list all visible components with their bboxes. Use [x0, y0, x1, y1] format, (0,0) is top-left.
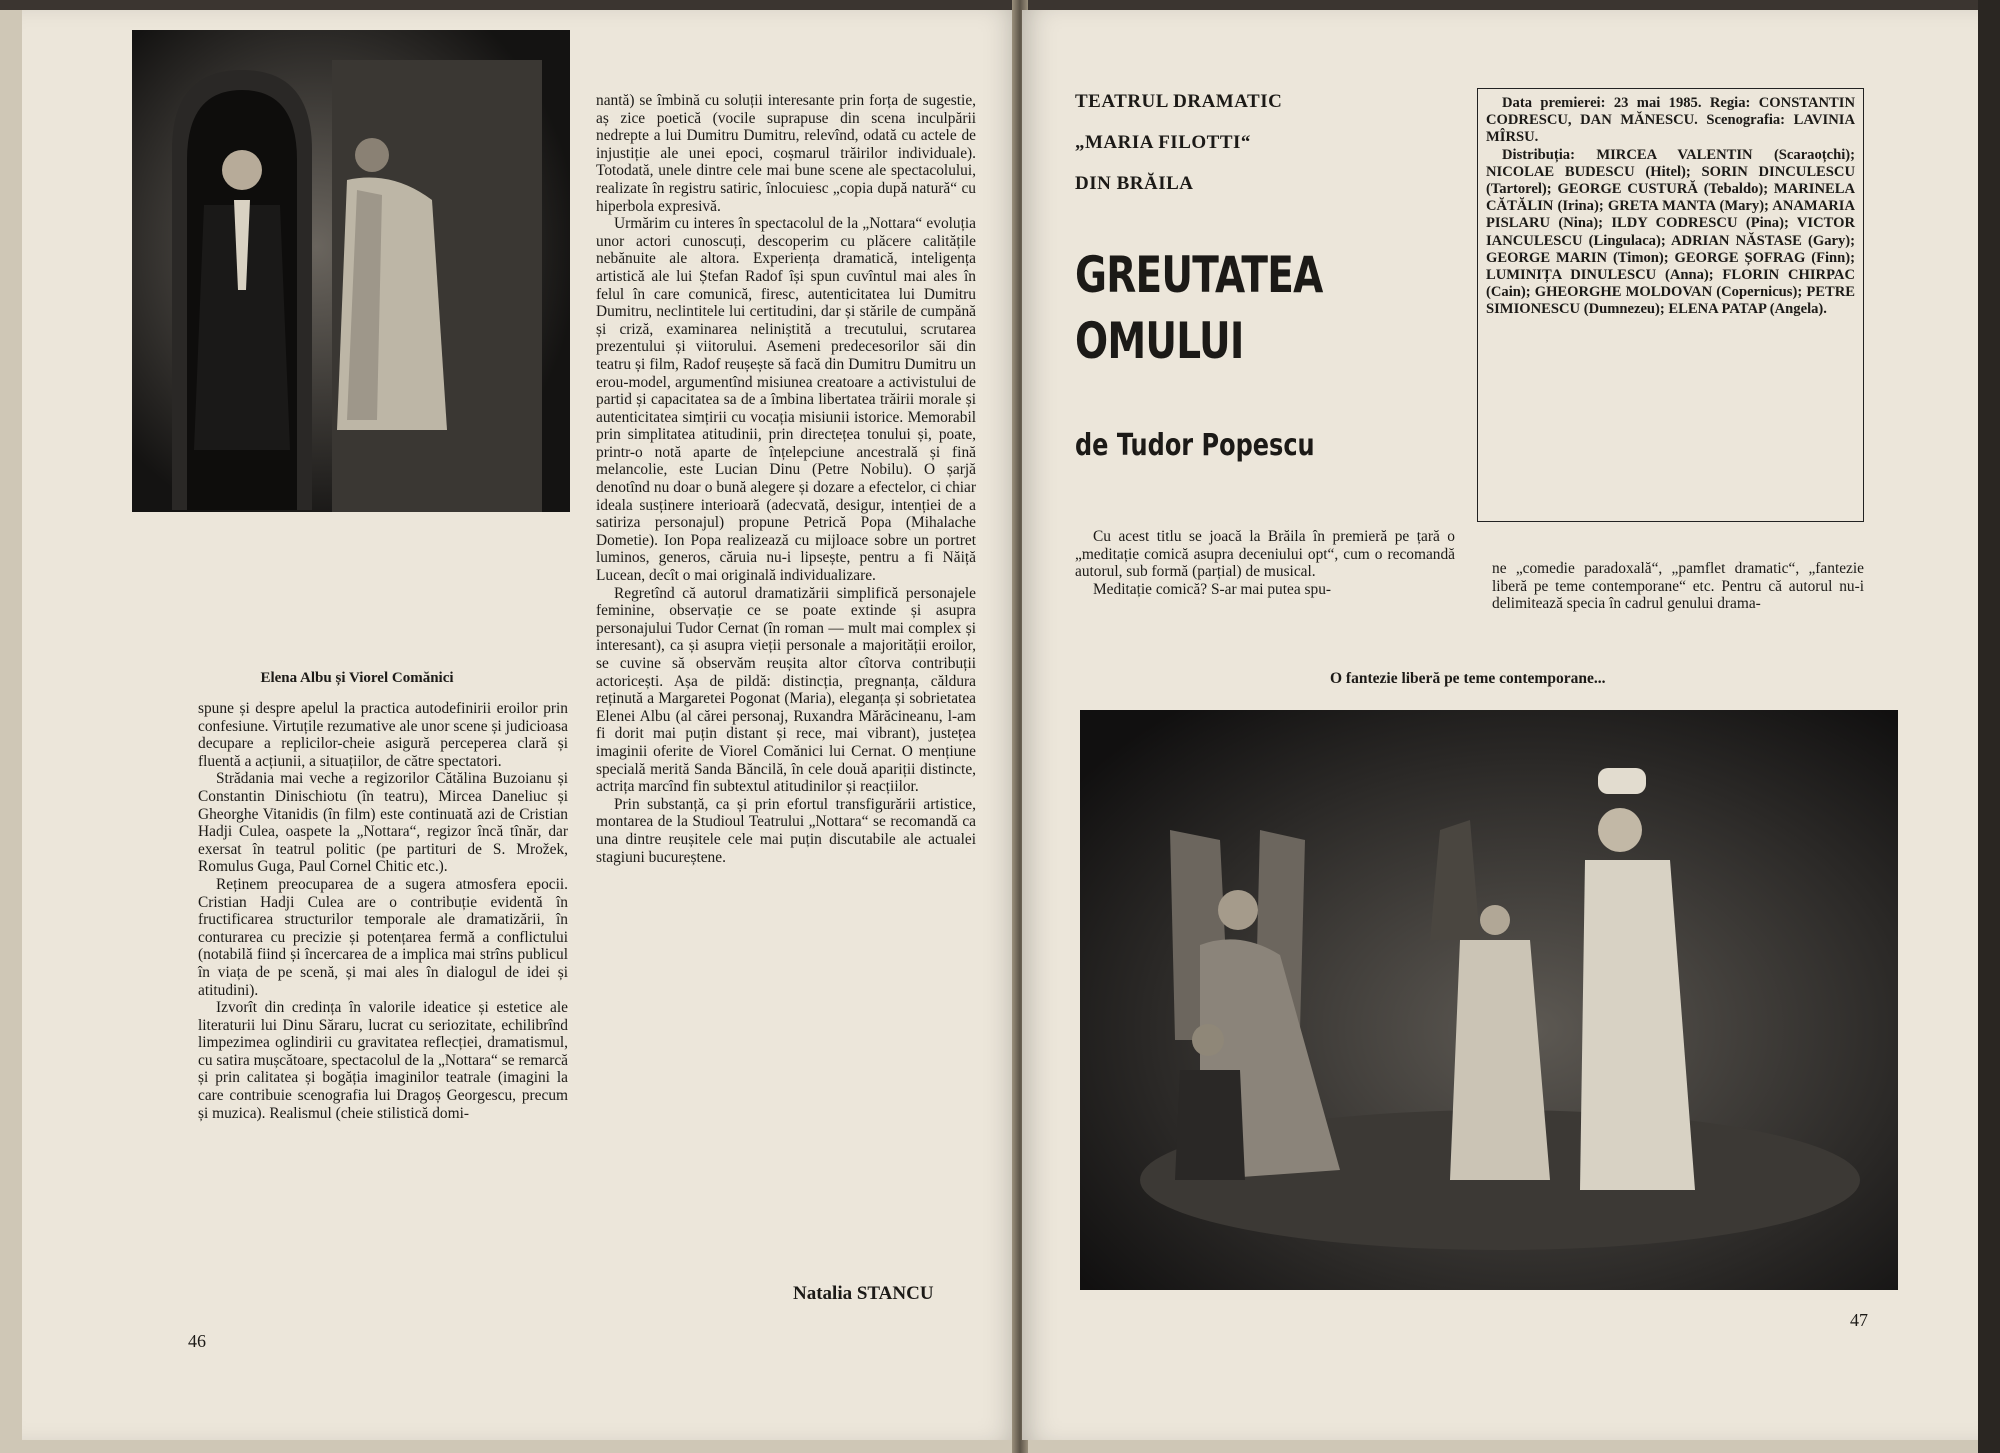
page-number-right: 47 [1850, 1310, 1868, 1330]
paragraph: Reținem preocuparea de a sugera atmosfera epocii. Cristian Hadji Culea are o contribuție evidentă în fructificarea structurilor temporale ale dramatizării, în conturarea cu precizie și potențarea fermă a conflictului (notabilă fiind și încercarea de a implica mai strîns publicul în viața de pe scenă, și mai ales în dialogul de idei și atitudini). [198, 875, 568, 999]
theatre-header [1075, 92, 1282, 194]
photo-caption: Elena Albu și Viorel Comănici [260, 670, 454, 686]
paragraph: spune și despre apelul la practica autodefinirii eroilor prin confesiune. Virtuțile rezumative ale unor scene și judicioasa decupare a replicilor-cheie asigură perceperea clară și fluentă a acțiunii, a situațiilor, de către spectatori. [198, 700, 568, 770]
page-number-left: 46 [188, 1331, 206, 1351]
credits-box [1477, 88, 1864, 522]
intro-column-2 [1492, 560, 1864, 613]
book-right-edge [1978, 0, 2000, 1453]
paragraph: Cu acest titlu se joacă la Brăila în premieră pe țară o „meditație comică asupra deceniului opt“, cum o recomandă autorul, sub formă (parțial) de musical. [1075, 528, 1455, 581]
left-page [22, 10, 1018, 1440]
author-signature: Natalia STANCU [793, 1283, 934, 1304]
left-column-1 [198, 700, 568, 1122]
cast-list: Distribuția: MIRCEA VALENTIN (Scaraoțchi); NICOLAE BUDESCU (Hitel); SORIN DINCULESCU (Tartorel); GEORGE CUSTURĂ (Tebaldo); MARINELA CĂTĂLIN (Irina); GRETA MANTA (Mary); ANAMARIA PISLARU (Nina); ILDY CODRESCU (Pina); VICTOR IANCULESCU (Lingulaca); ADRIAN NĂSTASE (Gary); GEORGE MARIN (Timon); GEORGE ȘOFRAG (Finn); LUMINIȚA DINULESCU (Anna); FLORIN CHIRPAC (Cain); GHEORGHE MOLDOVAN (Copernicus); PETRE SIMIONESCU (Dumnezeu); ELENA PATAP (Angela). [1486, 146, 1855, 318]
stage-photo-scene-image [1080, 710, 1898, 1290]
paragraph: nantă) se îmbină cu soluții interesante prin forța de sugestie, aș zice poetică (vocile suprapuse din scena inculpării nedrepte a lui Dumitru Dumitru, relevînd, odată cu actele de injustiție ale unei epoci, coșmarul trăirilor individuale). Totodată, unele dintre cele mai bune scene ale spectacolului, realizate în registru satiric, înlocuiesc „copia după natură“ cu hiperbola expresivă. [596, 92, 976, 215]
theatre-line: TEATRUL DRAMATIC [1075, 91, 1283, 112]
subheading: O fantezie liberă pe teme contemporane... [1330, 670, 1606, 687]
right-page [1022, 10, 1978, 1440]
left-column-2 [596, 92, 976, 866]
stage-photo-left [132, 30, 570, 512]
paragraph: ne „comedie paradoxală“, „pamflet dramatic“, „fantezie liberă pe teme contemporane“ etc. Pentru că autorul nu-i delimitează specia în cadrul genului drama- [1492, 560, 1864, 613]
intro-column-1 [1075, 528, 1455, 598]
stage-photo-right [1080, 710, 1898, 1290]
premiere-info: Data premierei: 23 mai 1985. Regia: CONSTANTIN CODRESCU, DAN MĂNESCU. Scenografia: LAVINIA MÎRSU. [1486, 95, 1855, 146]
paragraph: Urmărim cu interes în spectacolul de la „Nottara“ evoluția unor actori cunoscuți, descoperim cu plăcere calitățile nebănuite ale altora. Experiența dramatică, inteligența artistică ale lui Ștefan Radof își spun cuvîntul mai ales în felul în care comunică, firesc, autenticitatea lui Dumitru Dumitru, neclintitele lui certitudini, dar și stările de cumpănă și criză, examinarea neliniștită a trecutului, scrutarea prezentului și viitorului. Asemeni predecesorilor săi din teatru și film, Radof reușește să facă din Dumitru Dumitru un erou-model, argumentînd misiunea creatoare a activistului de partid și capacitatea sa de a îmbina libertatea trăirii morale și autenticitatea simțirii cu vocația misiunii istorice. Memorabil prin simplitatea atitudinii, prin directețea tonului și, poate, printr-o notă aparte de înțelepciune ancestrală și fină melancolie, este Lucian Dinu (Petre Nobilu). O șarjă denotînd nu doar o bună alegere și dozare a efectelor, ci chiar ideala susținere interioară (adecvată, desigur, intenției de a satiriza personajul) propune Petrică Popa (Mihalache Dometie). Ion Popa realizează cu mijloace sobre un portret luminos, generos, căruia nu-i lipsește, pentru a fi Năiță Lucean, decît o mai originală individualizare. [596, 215, 976, 585]
paragraph: Izvorît din credința în valorile ideatice și estetice ale literaturii lui Dinu Săraru, lucrat cu seriozitate, echilibrînd limpezimea oglindirii cu gravitatea reflecției, dramatismul, cu satira mușcătoare, spectacolul de la „Nottara“ se remarcă și prin calitatea și bogăția imaginilor teatrale (imagini la care contribuie scenografia lui Dragoș Georgescu, precum și muzica). Realismul (cheie stilistică domi- [198, 999, 568, 1122]
article-title-line-2: OMULUI [1075, 312, 1244, 370]
paragraph: Regretînd că autorul dramatizării simplifică personajele feminine, observație ce se poate extinde și asupra personajului Tudor Cernat (în roman — mult mai complex și interesant), ca și asupra vieții personale a majorității eroilor, se cuvine să observăm reușita altor cîtorva contribuții actoricești. Așa de pildă: distincția, pregnanța, căldura reținută a Margaretei Pogonat (Maria), eleganța și sobrietatea Elenei Albu (al cărei personaj, Ruxandra Mărăcineanu, l-am fi dorit mai puțin distant și rece, mai vibrant), justețea imaginii oferite de Viorel Comănici lui Cernat. O mențiune specială merită Sanda Băncilă, în cele două apariții distincte, actrița marcînd fin subtextul atitudinilor și reacțiilor. [596, 584, 976, 796]
theatre-line: DIN BRĂILA [1075, 173, 1194, 194]
article-byline: de Tudor Popescu [1075, 428, 1315, 463]
theatre-line: „MARIA FILOTTI“ [1075, 132, 1251, 153]
article-title-line-1: GREUTATEA [1075, 246, 1323, 304]
paragraph: Prin substanță, ca și prin efortul transfigurării artistice, montarea de la Studioul Teatrului „Nottara“ se recomandă ca una dintre reușitele cele mai puțin discutabile ale actualei stagiuni bucureștene. [596, 795, 976, 866]
stage-photo-actors-image [132, 30, 570, 512]
paragraph: Strădania mai veche a regizorilor Cătălina Buzoianu și Constantin Dinischiotu (în teatru), Mircea Daneliuc și Gheorghe Vitanidis (în film) este continuată azi de Cristian Hadji Culea, oaspete la „Nottara“, regizor încă tînăr, dar exersat în teatrul politic (pe partituri de S. Mrožek, Romulus Guga, Paul Cornel Chitic etc.). [198, 770, 568, 876]
book-top-edge [0, 0, 2000, 10]
paragraph: Meditație comică? S-ar mai putea spu- [1093, 580, 1332, 598]
